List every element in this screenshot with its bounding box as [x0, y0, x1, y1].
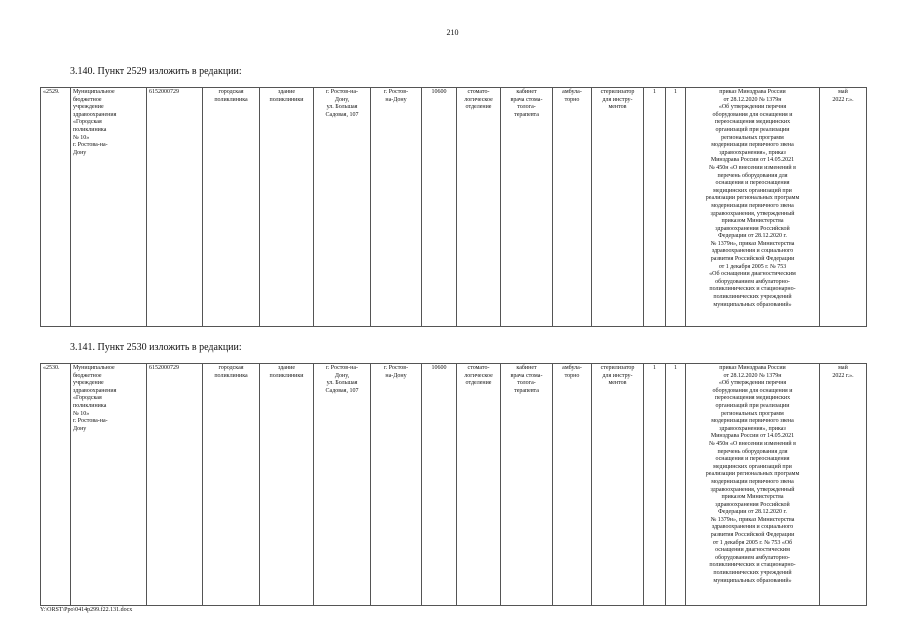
address-cell: г. Ростов-на- Дону, ул. Большая Садовая, 107 [314, 364, 371, 606]
code-cell: 10600 [422, 364, 457, 606]
footer-file-path: Y:\ORST\Ppo\0414p299.f22.131.docx [40, 607, 133, 613]
row-number-cell: «2529. [41, 88, 71, 327]
deadline-cell: май 2022 г.». [820, 364, 867, 606]
amendment-table-2529 [40, 87, 867, 327]
quantity-cell: 1 [666, 88, 686, 327]
org-type-cell: городская поликлиника [203, 88, 260, 327]
legal-basis-cell: приказ Минздрава России от 28.12.2020 № 1379н «Об утверждении перечня оборудования для оснащения и переоснащения медицинских организаций при реализации региональных программ модернизации первичного звена здравоохранения», приказ Минздрава России от 14.05.2021 № 450н «О внесении изменений в перечень оборудования для оснащения и переоснащения медицинских организаций при реализации региональных программ модернизации первичного звена здравоохранения, утвержденный приказом Министерства здравоохранения Российской Федерации от 28.12.2020 г. № 1379н», приказ Министерства здравоохранения и социального развития Российской Федерации от 1 декабря 2005 г. № 753 «Об оснащении диагностическим оборудованием амбулаторно- поликлинических и стационарно- поликлинических учреждений муниципальных образований» [686, 88, 820, 327]
code-cell: 10600 [422, 88, 457, 327]
table-row [41, 88, 867, 327]
department-cell: стомато- логическое отделение [457, 88, 501, 327]
organization-cell: Муниципальное бюджетное учреждение здравоохранения «Городская поликлиника № 10» г. Ростова-на- Дону [71, 88, 147, 327]
care-mode-cell: амбула- торно [553, 364, 592, 606]
city-cell: г. Ростов- на-Дону [371, 88, 422, 327]
room-cell: кабинет врача стома- толога- терапевта [501, 88, 553, 327]
building-cell: здание поликлиники [260, 88, 314, 327]
city-cell: г. Ростов- на-Дону [371, 364, 422, 606]
legal-basis-cell: приказ Минздрава России от 28.12.2020 № 1379н «Об утверждении перечня оборудования для оснащения и переоснащения медицинских организаций при реализации региональных программ модернизации первичного звена здравоохранения», приказ Минздрава России от 14.05.2021 № 450н «О внесении изменений в перечень оборудования для оснащения и переоснащения медицинских организаций при реализации региональных программ модернизации первичного звена здравоохранения, утвержденный приказом Министерства здравоохранения Российской Федерации от 28.12.2020 г. № 1379н», приказ Министерства здравоохранения и социального развития Российской Федерации от 1 декабря 2005 г. № 753 «Об оснащении диагностическим оборудованием амбулаторно- поликлинических и стационарно- поликлинических учреждений муниципальных образований» [686, 364, 820, 606]
inn-cell: 6152000729 [147, 364, 203, 606]
quantity-cell: 1 [644, 88, 666, 327]
amendment-table-2530 [40, 363, 867, 606]
room-cell: кабинет врача стома- толога- терапевта [501, 364, 553, 606]
address-cell: г. Ростов-на- Дону, ул. Большая Садовая, 107 [314, 88, 371, 327]
equipment-cell: стерилизатор для инстру- ментов [592, 364, 644, 606]
care-mode-cell: амбула- торно [553, 88, 592, 327]
page-number: 210 [446, 28, 459, 37]
organization-cell: Муниципальное бюджетное учреждение здравоохранения «Городская поликлиника № 10» г. Ростова-на- Дону [71, 364, 147, 606]
building-cell: здание поликлиники [260, 364, 314, 606]
org-type-cell: городская поликлиника [203, 364, 260, 606]
row-number-cell: «2530. [41, 364, 71, 606]
section-heading-3-141: 3.141. Пункт 2530 изложить в редакции: [70, 342, 242, 353]
deadline-cell: май 2022 г.». [820, 88, 867, 327]
department-cell: стомато- логическое отделение [457, 364, 501, 606]
quantity-cell: 1 [644, 364, 666, 606]
table-row [41, 364, 867, 606]
equipment-cell: стерилизатор для инстру- ментов [592, 88, 644, 327]
quantity-cell: 1 [666, 364, 686, 606]
inn-cell: 6152000729 [147, 88, 203, 327]
section-heading-3-140: 3.140. Пункт 2529 изложить в редакции: [70, 66, 242, 77]
